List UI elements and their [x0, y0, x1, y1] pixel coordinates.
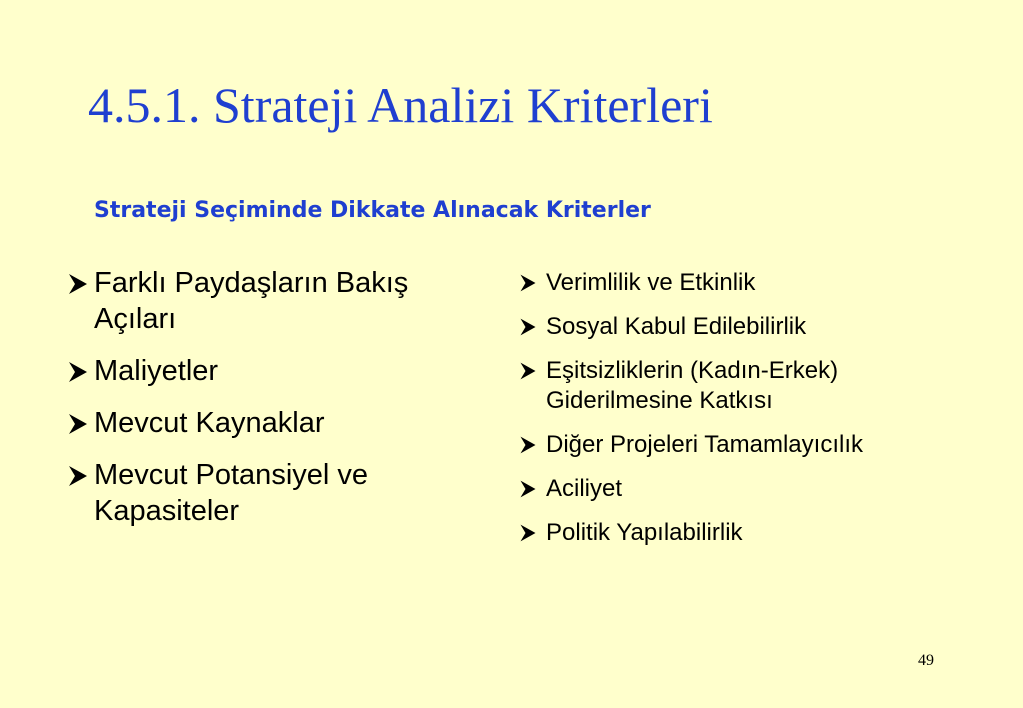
list-item-label: Sosyal Kabul Edilebilirlik [546, 313, 807, 340]
arrowhead-bullet-icon [66, 405, 90, 445]
list-item [518, 474, 978, 504]
list-item-label: Mevcut Kaynaklar [94, 407, 325, 439]
slide-subtitle: Strateji Seçiminde Dikkate Alınacak Kriterler [94, 198, 651, 223]
list-item-label: Mevcut Potansiyel ve Kapasiteler [94, 459, 369, 527]
list-item-label: Verimlilik ve Etkinlik [546, 269, 756, 296]
arrowhead-bullet-icon [66, 457, 90, 497]
slide-title: 4.5.1. Strateji Analizi Kriterleri [88, 77, 713, 133]
list-item-label: Aciliyet [546, 475, 623, 502]
list-item-label: Farklı Paydaşların Bakış Açıları [94, 267, 409, 335]
list-item [66, 353, 466, 389]
list-item [518, 430, 978, 460]
list-item [518, 268, 978, 298]
left-criteria-list [66, 265, 466, 545]
arrowhead-bullet-icon [518, 268, 538, 301]
list-item [518, 356, 978, 416]
right-criteria-list [518, 268, 978, 562]
arrowhead-bullet-icon [66, 353, 90, 393]
arrowhead-bullet-icon [518, 518, 538, 551]
arrowhead-bullet-icon [66, 265, 90, 305]
page-number: 49 [918, 652, 934, 669]
arrowhead-bullet-icon [518, 430, 538, 463]
list-item [66, 265, 466, 337]
list-item [66, 457, 466, 529]
list-item-label: Maliyetler [94, 355, 219, 387]
arrowhead-bullet-icon [518, 356, 538, 389]
list-item-label: Diğer Projeleri Tamamlayıcılık [546, 431, 863, 458]
list-item-label: Eşitsizliklerin (Kadın-Erkek) Giderilmesine Katkısı [546, 357, 839, 414]
list-item-label: Politik Yapılabilirlik [546, 519, 743, 546]
list-item [518, 312, 978, 342]
arrowhead-bullet-icon [518, 312, 538, 345]
list-item [66, 405, 466, 441]
list-item [518, 518, 978, 548]
arrowhead-bullet-icon [518, 474, 538, 507]
